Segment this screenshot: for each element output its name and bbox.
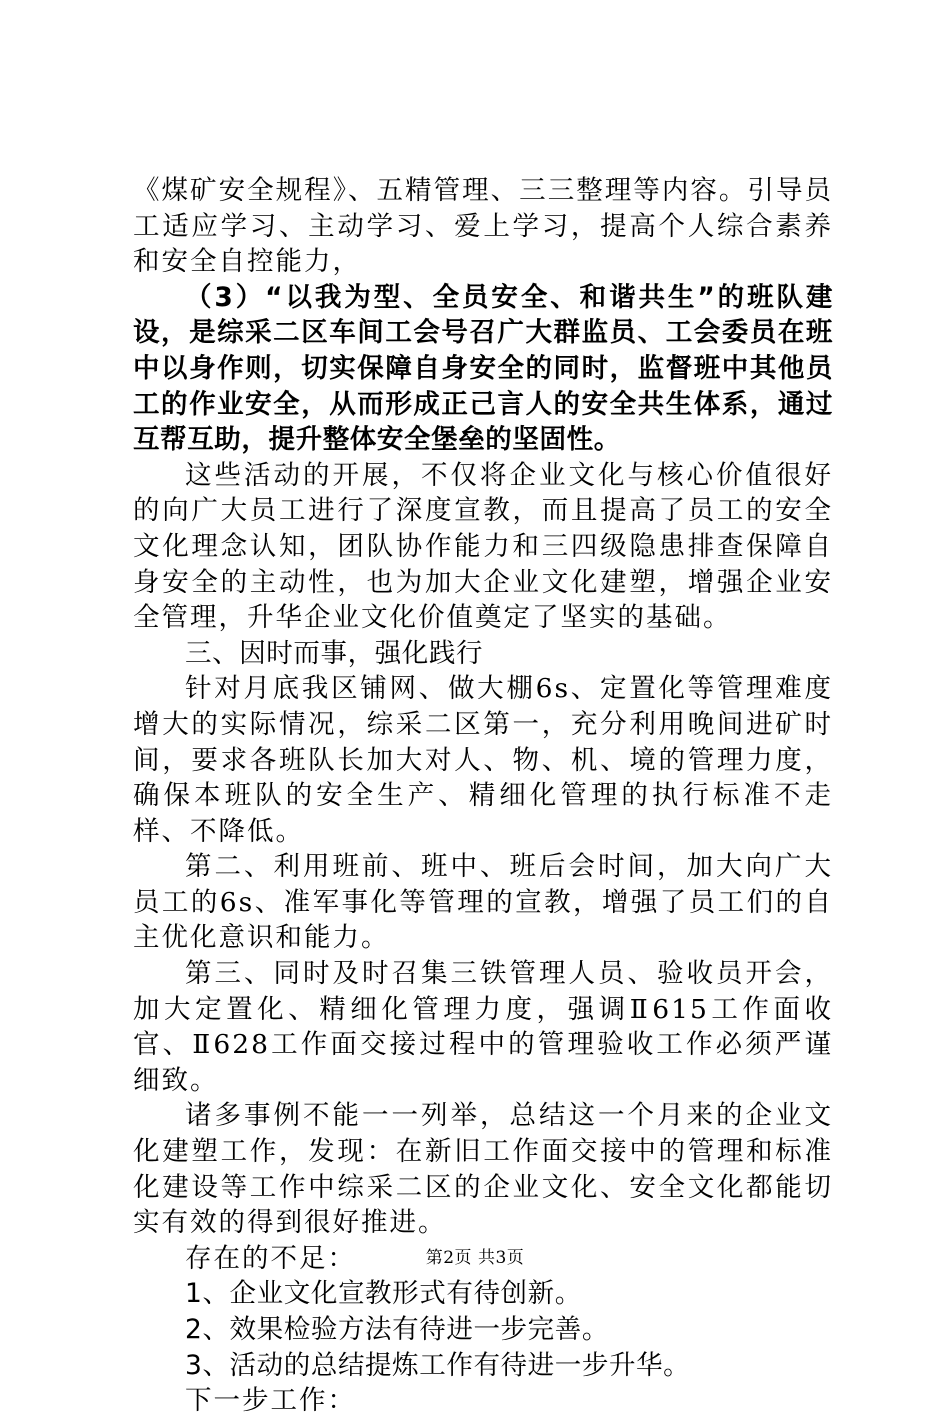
paragraph-second-measure: 第二、利用班前、班中、班后会时间，加大向广大员工的6s、准军事化等管理的宣教，增强了员工们的自主优化意识和能力。 [133, 851, 833, 954]
page-number-footer: 第2页 共3页 [425, 1248, 525, 1268]
paragraph-activities-summary: 这些活动的开展，不仅将企业文化与核心价值很好的向广大员工进行了深度宣教，而且提高了员工的安全文化理念认知，团队协作能力和三四级隐患排查保障自身安全的主动性，也为加大企业文化建塑，增强企业安全管理，升华企业文化价值奠定了坚实的基础。 [133, 459, 833, 634]
paragraph-team-building: （3）“以我为型、全员安全、和谐共生”的班队建设，是综采二区车间工会号召广大群监员、工会委员在班中以身作则，切实保障自身安全的同时，监督班中其他员工的作业安全，从而形成正己言人的安全共生体系，通过互帮互助，提升整体安全堡垒的坚固性。 [133, 281, 833, 456]
shortcomings-heading: 存在的不足： [185, 1242, 356, 1274]
section-heading: 三、因时而事，强化践行 [185, 637, 484, 669]
paragraph-continuation: 《煤矿安全规程》、五精管理、三三整理等内容。引导员工适应学习、主动学习、爱上学习，提高个人综合素养和安全自控能力， [133, 175, 833, 278]
shortcoming-item-1: 1、企业文化宣教形式有待创新。 [185, 1278, 582, 1310]
paragraph-third-measure: 第三、同时及时召集三铁管理人员、验收员开会，加大定置化、精细化管理力度，强调Ⅱ615工作面收官、Ⅱ628工作面交接过程中的管理验收工作必须严谨细致。 [133, 958, 833, 1096]
paragraph-first-measure: 针对月底我区铺网、做大棚6s、定置化等管理难度增大的实际情况，综采二区第一，充分利用晚间进矿时间，要求各班队长加大对人、物、机、境的管理力度，确保本班队的安全生产、精细化管理的执行标准不走样、不降低。 [133, 673, 833, 847]
shortcoming-item-3: 3、活动的总结提炼工作有待进一步升华。 [185, 1349, 691, 1381]
shortcoming-item-2: 2、效果检验方法有待进一步完善。 [185, 1314, 609, 1345]
paragraph-conclusion: 诸多事例不能一一列举，总结这一个月来的企业文化建塑工作，发现：在新旧工作面交接中的管理和标准化建设等工作中综采二区的企业文化、安全文化都能切实有效的得到很好推进。 [133, 1100, 833, 1239]
next-steps-heading: 下一步工作： [185, 1385, 356, 1417]
document-body [133, 173, 833, 1419]
